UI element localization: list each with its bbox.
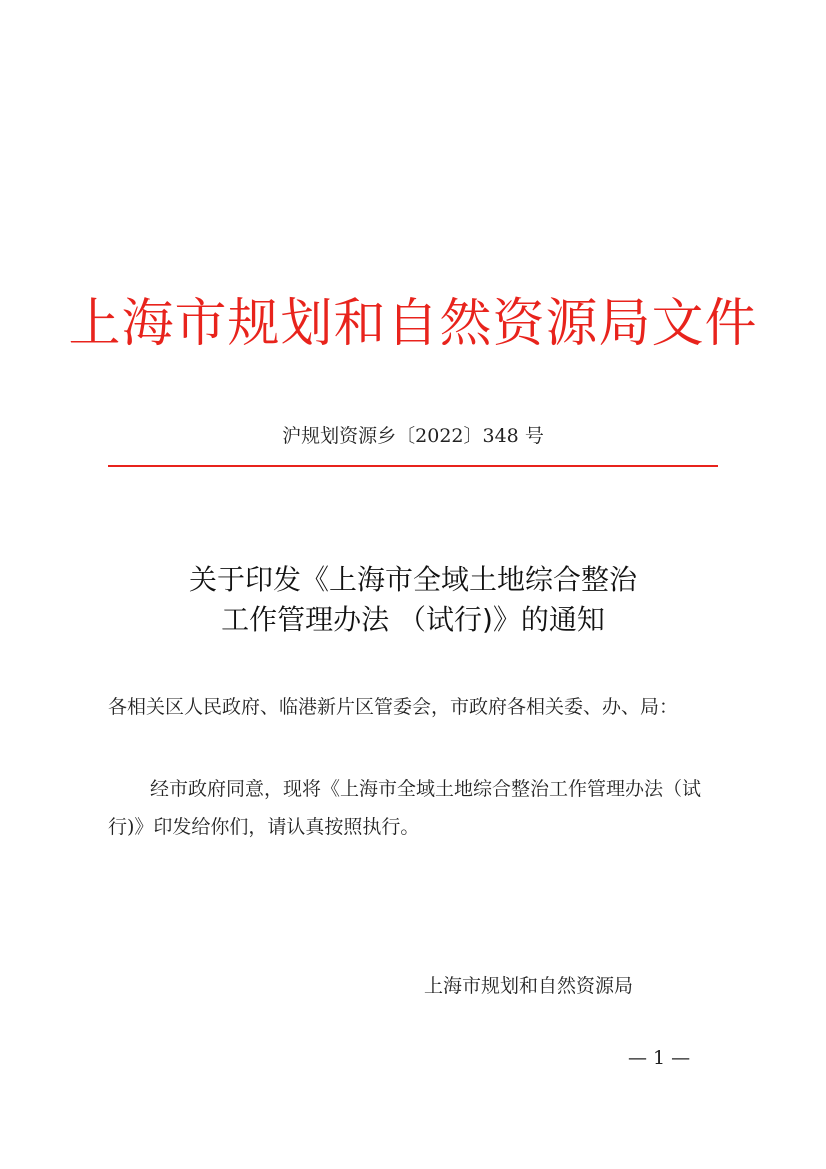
notice-title-line-1: 关于印发《上海市全域土地综合整治 [188, 563, 637, 596]
document-issuer-title: 上海市规划和自然资源局文件 [68, 294, 758, 354]
signature-organization: 上海市规划和自然资源局 [424, 975, 634, 997]
notice-title-line-2: 工作管理办法 （试行)》的通知 [221, 603, 605, 636]
notice-title [0, 560, 826, 640]
page-number: — 1 — [628, 1047, 691, 1069]
body-paragraph: 经市政府同意，现将《上海市全域土地综合整治工作管理办法（试行)》印发给你们，请认真按照执行。 [108, 778, 702, 838]
addressee: 各相关区人民政府、临港新片区管委会，市政府各相关委、办、局： [108, 696, 679, 718]
document-number: 沪规划资源乡〔2022〕348 号 [282, 425, 544, 447]
red-divider-line [108, 465, 718, 467]
